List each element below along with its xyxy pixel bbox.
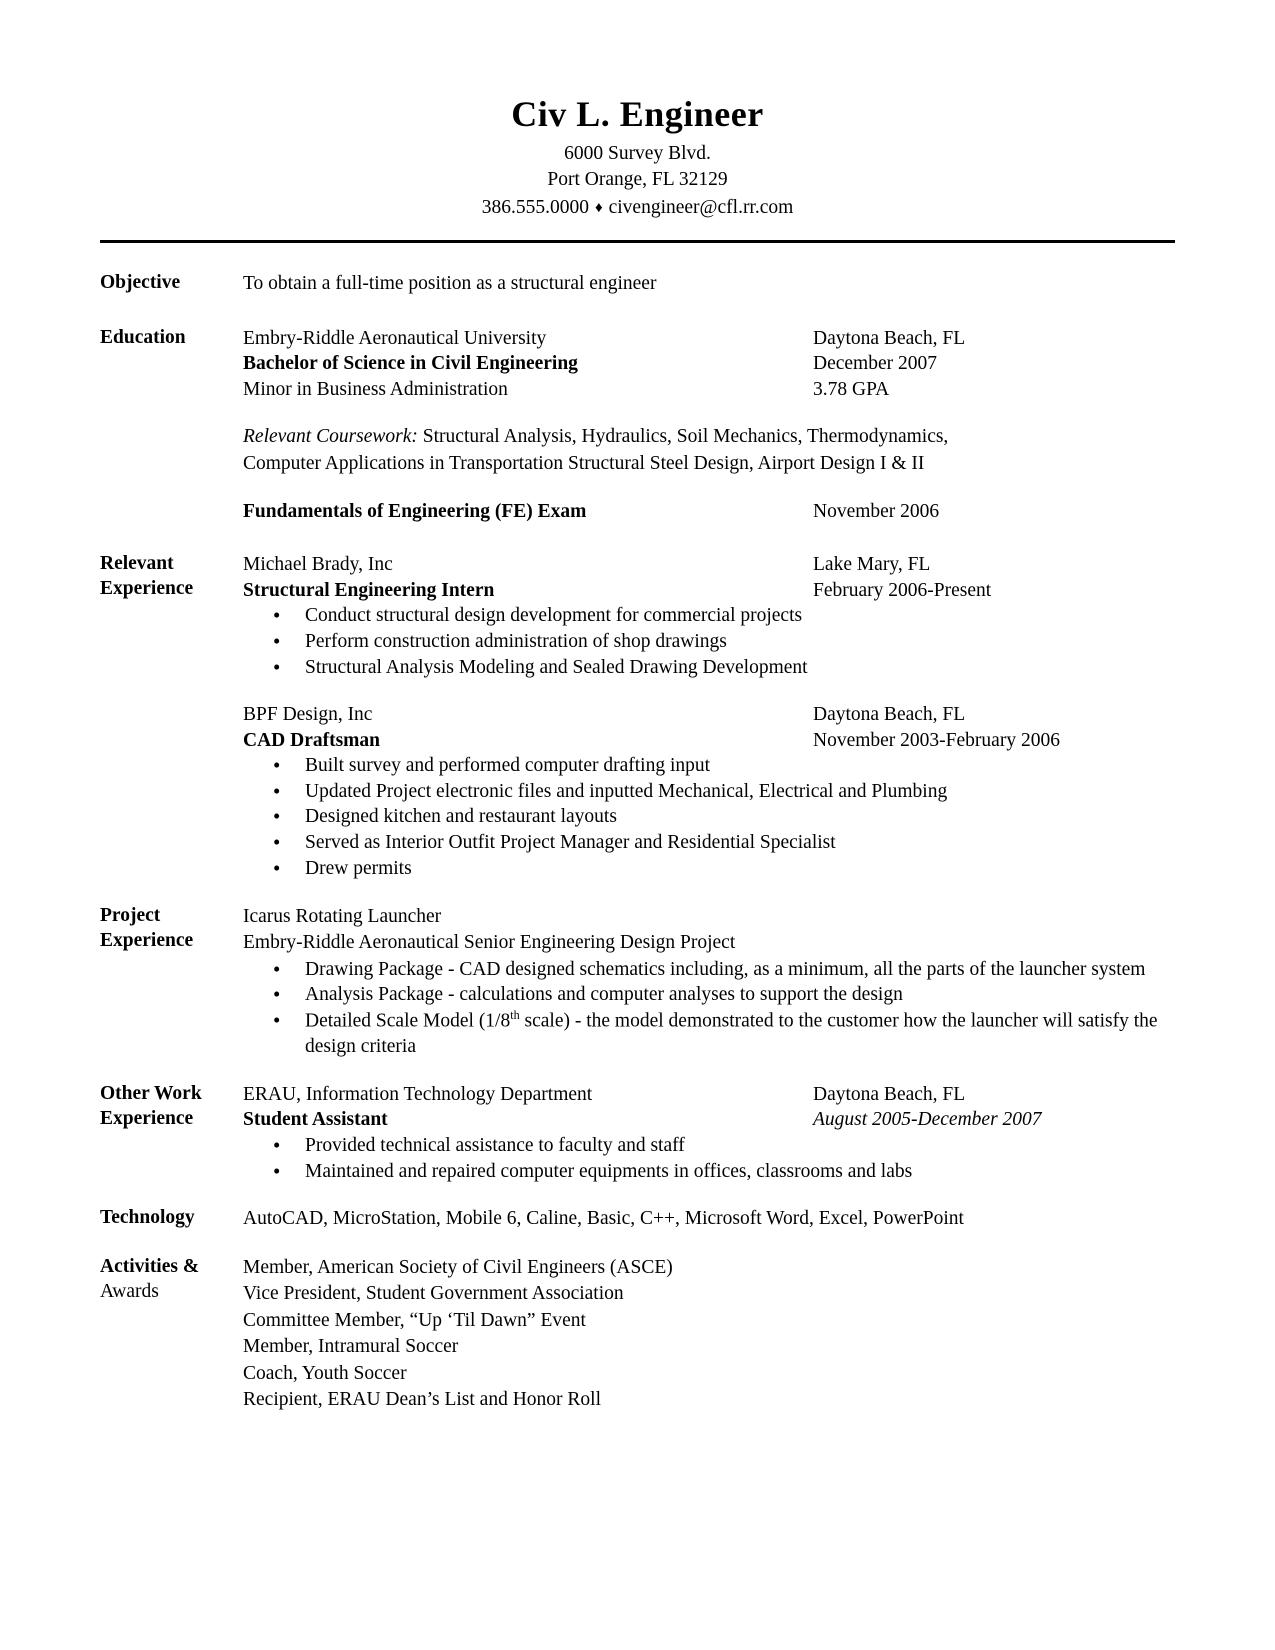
project-title: Icarus Rotating Launcher — [243, 905, 442, 927]
activity-item: Coach, Youth Soccer — [243, 1362, 407, 1384]
job-location: Daytona Beach, FL — [813, 704, 966, 726]
activity-item: Recipient, ERAU Dean’s List and Honor Roll — [243, 1389, 601, 1411]
technology-text: AutoCAD, MicroStation, Mobile 6, Caline, Basic, C++, Microsoft Word, Excel, PowerPoint — [243, 1208, 964, 1230]
job-company-row — [243, 702, 1175, 727]
objective-content — [243, 271, 1175, 298]
activities-content — [243, 1255, 1175, 1414]
project-bullet: • Analysis Package - calculations and computer analyses to support the design — [243, 982, 1175, 1008]
job-title: CAD Draftsman — [243, 729, 381, 751]
job-bullet: • Structural Analysis Modeling and Sealed Drawing Development — [243, 655, 1175, 681]
job-bullet-list — [243, 603, 1175, 680]
scale-model-post: scale) - the model demonstrated to the customer how the launcher will satisfy the design criteria — [305, 1010, 1158, 1058]
other-work-label-line-1: Other Work — [100, 1083, 202, 1105]
job-title-row — [243, 578, 1175, 603]
section-relevant-experience — [100, 552, 1175, 881]
other-work-company-row — [243, 1082, 1175, 1107]
job-bullet: • Perform construction administration of shop drawings — [243, 629, 1175, 655]
project-experience-label-line-2: Experience — [100, 929, 194, 951]
other-work-dates: August 2005-December 2007 — [813, 1109, 1042, 1131]
education-exam: Fundamentals of Engineering (FE) Exam — [243, 501, 587, 523]
education-coursework-line-1 — [243, 424, 1175, 451]
technology-label-col — [100, 1206, 243, 1231]
section-other-work-experience — [100, 1082, 1175, 1184]
education-school-location: Daytona Beach, FL — [813, 327, 966, 349]
relevant-experience-label-line-1: Relevant — [100, 553, 174, 575]
section-activities-awards — [100, 1255, 1175, 1414]
relevant-experience-label-line-2: Experience — [100, 578, 194, 600]
resume-header — [100, 95, 1175, 222]
job-company-row — [243, 552, 1175, 577]
job-dates: November 2003-February 2006 — [813, 729, 1060, 751]
education-school: Embry-Riddle Aeronautical University — [243, 327, 547, 349]
other-work-bullet: • Maintained and repaired computer equipments in offices, classrooms and labs — [243, 1159, 1175, 1185]
job-location: Lake Mary, FL — [813, 554, 931, 576]
activity-item: Member, Intramural Soccer — [243, 1336, 459, 1358]
technology-content — [243, 1206, 1175, 1233]
activity-item: Member, American Society of Civil Engineers (ASCE) — [243, 1256, 673, 1278]
job-title: Structural Engineering Intern — [243, 579, 495, 601]
education-gpa: 3.78 GPA — [813, 378, 890, 400]
coursework-label: Relevant Coursework: — [243, 426, 418, 448]
education-content — [243, 326, 1175, 524]
address-line-2: Port Orange, FL 32129 — [547, 168, 728, 190]
objective-label-col — [100, 271, 243, 296]
other-work-location: Daytona Beach, FL — [813, 1084, 966, 1106]
education-label: Education — [100, 326, 186, 348]
experience-entry — [243, 552, 1175, 680]
job-company: Michael Brady, Inc — [243, 554, 393, 576]
education-degree-date: December 2007 — [813, 353, 937, 375]
objective-text: To obtain a full-time position as a structural engineer — [243, 273, 657, 295]
other-work-title-row — [243, 1107, 1175, 1132]
other-work-label-line-2: Experience — [100, 1108, 194, 1130]
job-bullet: • Drew permits — [243, 856, 1175, 882]
other-work-label-col — [100, 1082, 243, 1132]
coursework-text-1: Structural Analysis, Hydraulics, Soil Mechanics, Thermodynamics, — [417, 426, 949, 448]
project-experience-label-col — [100, 904, 243, 954]
job-bullet-list — [243, 753, 1175, 882]
activities-label-line-2: Awards — [100, 1280, 159, 1302]
job-bullet: • Conduct structural design development for commercial projects — [243, 603, 1175, 629]
technology-label: Technology — [100, 1207, 195, 1229]
education-exam-date: November 2006 — [813, 501, 940, 523]
project-experience-content — [243, 904, 1175, 1060]
other-work-title: Student Assistant — [243, 1109, 388, 1131]
activities-label-col — [100, 1255, 243, 1305]
job-bullet: • Served as Interior Outfit Project Manager and Residential Specialist — [243, 830, 1175, 856]
candidate-name: Civ L. Engineer — [511, 94, 764, 134]
project-bullet: • Drawing Package - CAD designed schematics including, as a minimum, all the parts of the launcher system — [243, 957, 1175, 983]
relevant-experience-content — [243, 552, 1175, 881]
education-school-row — [243, 326, 1175, 351]
diamond-separator-icon: ♦ — [594, 200, 603, 217]
scale-model-pre: Detailed Scale Model (1/8 — [305, 1010, 511, 1032]
other-work-bullet-list — [243, 1133, 1175, 1184]
email-address: civengineer@cfl.rr.com — [608, 197, 794, 219]
objective-label: Objective — [100, 272, 181, 294]
address-line-1: 6000 Survey Blvd. — [564, 142, 711, 164]
project-bullet-scale-model — [243, 1008, 1175, 1060]
job-title-row — [243, 728, 1175, 753]
section-technology — [100, 1206, 1175, 1233]
project-subtitle: Embry-Riddle Aeronautical Senior Engineering Design Project — [243, 932, 736, 954]
education-degree-row — [243, 351, 1175, 376]
job-bullet: • Built survey and performed computer drafting input — [243, 753, 1175, 779]
activity-item: Vice President, Student Government Association — [243, 1283, 624, 1305]
activities-label-line-1: Activities & — [100, 1255, 200, 1277]
project-bullet-list — [243, 957, 1175, 1060]
job-bullet: • Designed kitchen and restaurant layouts — [243, 804, 1175, 830]
education-coursework-line-2: Computer Applications in Transportation Structural Steel Design, Airport Design I & II — [243, 452, 925, 474]
other-work-company: ERAU, Information Technology Department — [243, 1084, 593, 1106]
education-degree: Bachelor of Science in Civil Engineering — [243, 353, 578, 375]
job-bullet: • Updated Project electronic files and inputted Mechanical, Electrical and Plumbing — [243, 779, 1175, 805]
contact-line — [100, 193, 1175, 222]
section-project-experience — [100, 904, 1175, 1060]
education-minor: Minor in Business Administration — [243, 378, 508, 400]
other-work-content — [243, 1082, 1175, 1184]
other-work-bullet: • Provided technical assistance to faculty and staff — [243, 1133, 1175, 1159]
section-objective — [100, 271, 1175, 298]
section-education — [100, 326, 1175, 524]
activity-item: Committee Member, “Up ‘Til Dawn” Event — [243, 1309, 586, 1331]
scale-model-superscript: th — [510, 1008, 520, 1023]
project-experience-label-line-1: Project — [100, 904, 161, 926]
relevant-experience-label-col — [100, 552, 243, 602]
job-company: BPF Design, Inc — [243, 704, 373, 726]
education-minor-row — [243, 377, 1175, 402]
experience-entry — [243, 702, 1175, 881]
education-label-col — [100, 326, 243, 351]
education-exam-row — [243, 499, 1175, 524]
job-dates: February 2006-Present — [813, 579, 992, 601]
phone-number: 386.555.0000 — [481, 197, 589, 219]
